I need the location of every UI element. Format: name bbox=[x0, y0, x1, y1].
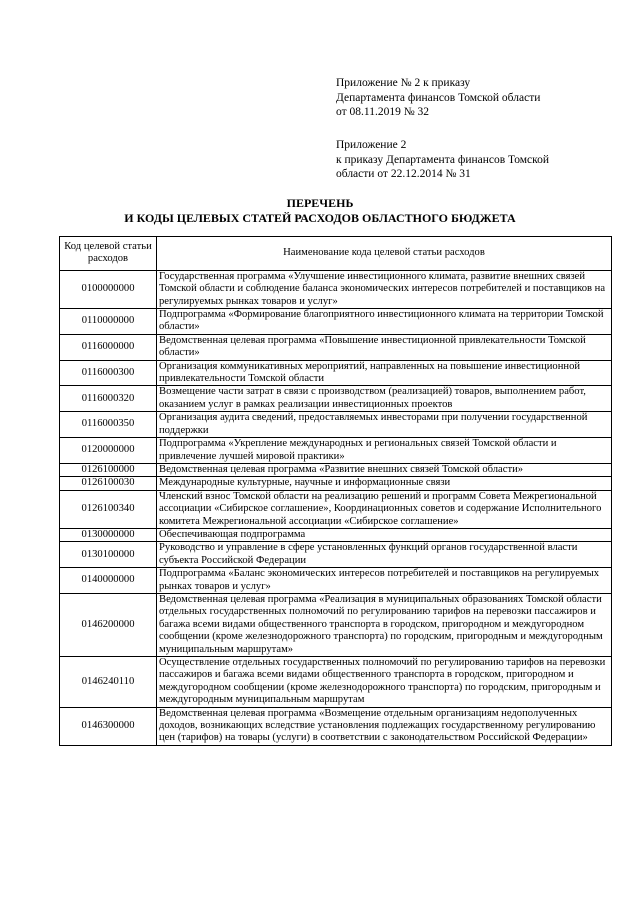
table-row bbox=[60, 360, 612, 386]
row-name: Обеспечивающая подпрограмма bbox=[157, 528, 612, 541]
row-name: Подпрограмма «Баланс экономических интересов потребителей и поставщиков на регулируемых рынках товаров и услуг» bbox=[157, 568, 612, 594]
row-name: Подпрограмма «Формирование благоприятного инвестиционного климата на территории Томской области» bbox=[157, 309, 612, 335]
document-title bbox=[0, 196, 640, 225]
table-row bbox=[60, 477, 612, 490]
row-code: 0130000000 bbox=[60, 528, 157, 541]
table-row bbox=[60, 542, 612, 568]
row-name: Государственная программа «Улучшение инвестиционного климата, развитие внешних связей Томской области и соблюдение баланса экономических интересов потребителей и поставщиков на регулируемых рынках товаров и услуг» bbox=[157, 270, 612, 308]
row-name: Международные культурные, научные и информационные связи bbox=[157, 477, 612, 490]
row-code: 0110000000 bbox=[60, 309, 157, 335]
table-row bbox=[60, 334, 612, 360]
row-code: 0126100340 bbox=[60, 490, 157, 528]
row-name: Осуществление отдельных государственных полномочий по регулированию тарифов на перевозки пассажиров и багажа всеми видами общественного транспорта в городском, пригородном и междугородном сообщении (кроме железнодорожного транспорта) по городским, пригородным и междугородным муниципальным маршрутам bbox=[157, 657, 612, 708]
title-line-2: И КОДЫ ЦЕЛЕВЫХ СТАТЕЙ РАСХОДОВ ОБЛАСТНОГО БЮДЖЕТА bbox=[124, 210, 516, 225]
row-name: Членский взнос Томской области на реализацию решений и программ Совета Межрегиональной ассоциации «Сибирское соглашение», Координационных советов и содержание Исполнительного комитета Межрегиональной ассоциации «Сибирское соглашение» bbox=[157, 490, 612, 528]
table-row bbox=[60, 309, 612, 335]
row-name: Возмещение части затрат в связи с производством (реализацией) товаров, выполнением работ, оказанием услуг в рамках реализации инвестиционных проектов bbox=[157, 386, 612, 412]
row-code: 0116000000 bbox=[60, 334, 157, 360]
row-code: 0116000300 bbox=[60, 360, 157, 386]
appendix-line: области от 22.12.2014 № 31 bbox=[336, 168, 471, 180]
appendix-line: Приложение № 2 к приказу bbox=[336, 77, 471, 89]
table-row bbox=[60, 490, 612, 528]
table-row bbox=[60, 463, 612, 476]
row-code: 0100000000 bbox=[60, 270, 157, 308]
table-row bbox=[60, 528, 612, 541]
table-header-row bbox=[60, 237, 612, 271]
title-line-1: ПЕРЕЧЕНЬ bbox=[286, 196, 354, 210]
row-name: Ведомственная целевая программа «Развитие внешних связей Томской области» bbox=[157, 463, 612, 476]
row-name: Организация аудита сведений, предоставляемых инвесторами при получении государственной поддержки bbox=[157, 412, 612, 438]
row-code: 0126100030 bbox=[60, 477, 157, 490]
row-code: 0146240110 bbox=[60, 657, 157, 708]
table-row bbox=[60, 707, 612, 745]
row-code: 0130100000 bbox=[60, 542, 157, 568]
table-row bbox=[60, 438, 612, 464]
row-name: Ведомственная целевая программа «Реализация в муниципальных образованиях Томской области отдельных государственных полномочий по регулированию тарифов на перевозки пассажиров и багажа всеми видами общественного транспорта в городском, пригородном и междугородном сообщении (кроме железнодорожного транспорта) по городским, пригородным и междугородным муниципальным маршрутам» bbox=[157, 593, 612, 656]
row-name: Организация коммуникативных мероприятий, направленных на повышение инвестиционной привлекательности Томской области bbox=[157, 360, 612, 386]
appendix-line: Департамента финансов Томской области bbox=[336, 91, 541, 104]
appendix-reference-top bbox=[336, 76, 540, 120]
row-code: 0146300000 bbox=[60, 707, 157, 745]
appendix-line: Приложение 2 bbox=[336, 139, 407, 151]
column-header-name: Наименование кода целевой статьи расходов bbox=[157, 237, 612, 271]
table-row bbox=[60, 568, 612, 594]
table-row bbox=[60, 386, 612, 412]
table-row bbox=[60, 657, 612, 708]
table-row bbox=[60, 412, 612, 438]
row-code: 0126100000 bbox=[60, 463, 157, 476]
appendix-line: к приказу Департамента финансов Томской bbox=[336, 153, 550, 166]
appendix-line: от 08.11.2019 № 32 bbox=[336, 106, 430, 118]
row-name: Руководство и управление в сфере установленных функций органов государственной власти субъекта Российской Федерации bbox=[157, 542, 612, 568]
table-row bbox=[60, 270, 612, 308]
row-code: 0116000320 bbox=[60, 386, 157, 412]
row-name: Ведомственная целевая программа «Повышение инвестиционной привлекательности Томской области» bbox=[157, 334, 612, 360]
table-row bbox=[60, 593, 612, 656]
row-code: 0146200000 bbox=[60, 593, 157, 656]
appendix-reference-second bbox=[336, 138, 549, 182]
column-header-code: Код целевой статьи расходов bbox=[60, 237, 157, 271]
row-code: 0116000350 bbox=[60, 412, 157, 438]
row-name: Подпрограмма «Укрепление международных и региональных связей Томской области и привлечение лучшей мировой практики» bbox=[157, 438, 612, 464]
row-code: 0140000000 bbox=[60, 568, 157, 594]
row-code: 0120000000 bbox=[60, 438, 157, 464]
row-name: Ведомственная целевая программа «Возмещение отдельным организациям недополученных доходов, возникающих вследствие установления подлежащих государственному регулированию цен (тарифов) на товары (услуги) в соответствии с законодательством Российской Федерации» bbox=[157, 707, 612, 745]
budget-codes-table bbox=[59, 236, 612, 746]
